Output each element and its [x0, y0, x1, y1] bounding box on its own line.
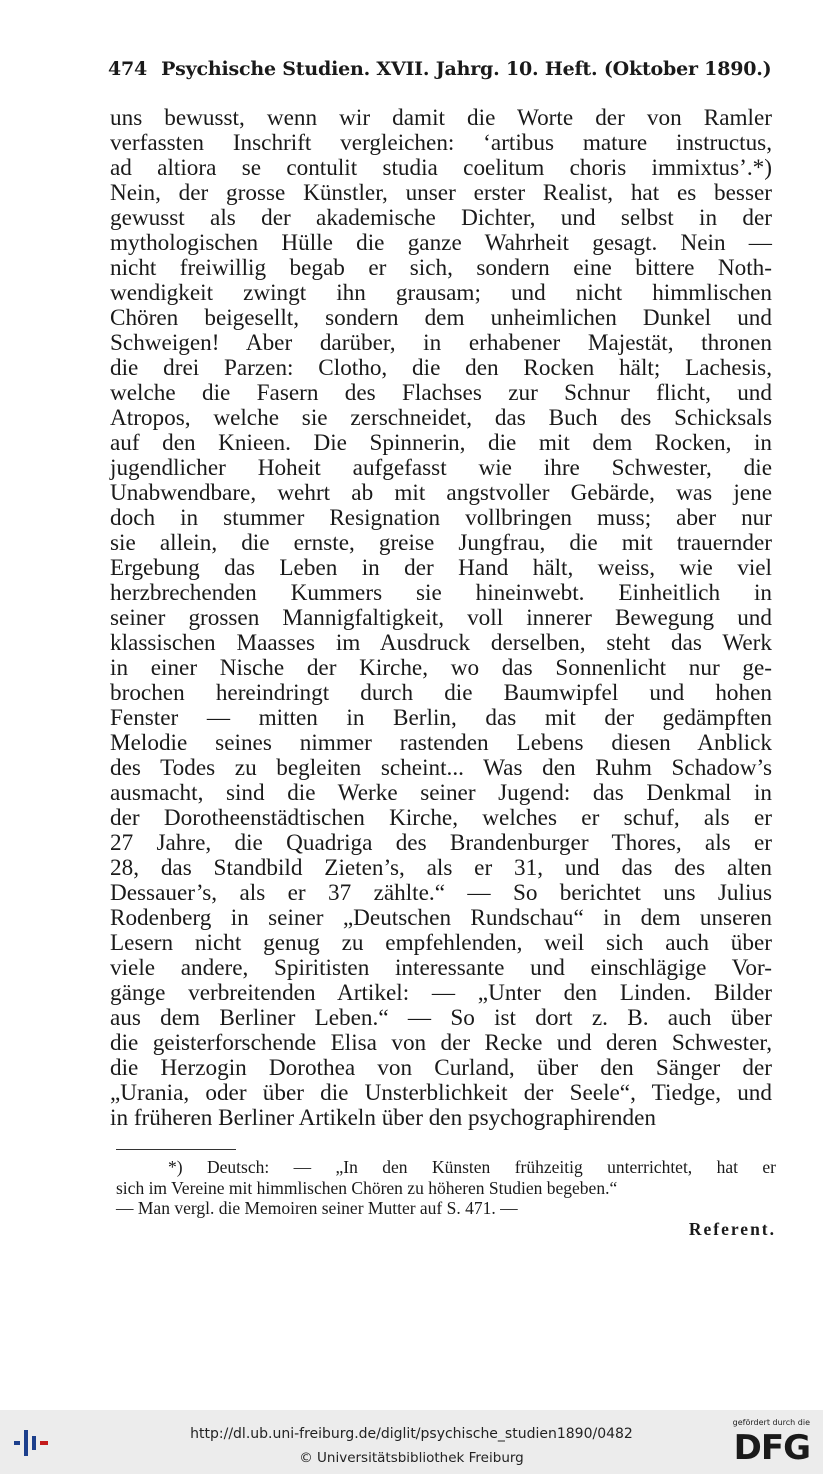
- page-number: 474: [108, 58, 148, 80]
- text-line: Nein, der grosse Künstler, unser erster Realist, hat es besser: [110, 180, 772, 206]
- text-line: Schweigen! Aber darüber, in erhabener Majestät, thronen: [110, 330, 772, 356]
- text-line: mythologischen Hülle die ganze Wahrheit gesagt. Nein —: [110, 230, 772, 256]
- text-line: „Urania, oder über die Unsterblichkeit der Seele“, Tiedge, und: [110, 1080, 772, 1106]
- footnote-line: *) Deutsch: — „In den Künsten frühzeitig unterrichtet, hat er: [168, 1157, 776, 1177]
- text-line: doch in stummer Resignation vollbringen muss; aber nur: [110, 505, 772, 531]
- footnote-line: sich im Vereine mit himmlischen Chören zu höheren Studien begeben.“: [116, 1177, 618, 1198]
- text-line: in einer Nische der Kirche, wo das Sonnenlicht nur ge-: [110, 655, 772, 681]
- viewer-footer: [0, 1410, 823, 1474]
- text-line: klassischen Maasses im Ausdruck derselben, steht das Werk: [110, 630, 772, 656]
- text-line: 27 Jahre, die Quadriga des Brandenburger Thores, als er: [110, 830, 772, 856]
- text-line: in früheren Berliner Artikeln über den psychographirenden: [110, 1105, 657, 1131]
- footnote-signature: Referent.: [688, 1218, 776, 1239]
- text-line: Lesern nicht genug zu empfehlenden, weil sich auch über: [110, 930, 772, 956]
- text-line: ausmacht, sind die Werke seiner Jugend: das Denkmal in: [110, 780, 772, 806]
- footnote-divider: [116, 1149, 236, 1150]
- text-line: auf den Knieen. Die Spinnerin, die mit dem Rocken, in: [110, 430, 772, 456]
- copyright-notice: © Universitätsbibliothek Freiburg: [299, 1450, 524, 1466]
- text-line: welche die Fasern des Flachses zur Schnur flicht, und: [110, 380, 772, 406]
- footnote-line: — Man vergl. die Memoiren seiner Mutter auf S. 471. —: [116, 1198, 518, 1218]
- text-line: verfassten Inschrift vergleichen: ‘artibus mature instructus,: [110, 130, 772, 156]
- text-line: die drei Parzen: Clotho, die den Rocken hält; Lachesis,: [110, 355, 772, 381]
- text-line: gewusst als der akademische Dichter, und selbst in der: [110, 205, 772, 231]
- text-line: aus dem Berliner Leben.“ — So ist dort z. B. auch über: [110, 1005, 772, 1031]
- text-line: viele andere, Spiritisten interessante und einschlägige Vor-: [110, 955, 772, 981]
- text-line: nicht freiwillig begab er sich, sondern eine bittere Noth-: [110, 255, 772, 281]
- text-line: der Dorotheenstädtischen Kirche, welches er schuf, als er: [110, 805, 772, 831]
- text-line: gänge verbreitenden Artikel: — „Unter den Linden. Bilder: [110, 980, 772, 1006]
- text-line: wendigkeit zwingt ihn grausam; und nicht himmlischen: [110, 280, 772, 306]
- text-line: Ergebung das Leben in der Hand hält, weiss, wie viel: [110, 555, 772, 581]
- text-line: 28, das Standbild Zieten’s, als er 31, und das des alten: [110, 855, 772, 881]
- text-line: Rodenberg in seiner „Deutschen Rundschau“ in dem unseren: [110, 905, 772, 931]
- footnote: [116, 1157, 776, 1239]
- text-line: die Herzogin Dorothea von Curland, über den Sänger der: [110, 1055, 772, 1081]
- text-line: seiner grossen Mannigfaltigkeit, voll innerer Bewegung und: [110, 605, 772, 631]
- text-line: Atropos, welche sie zerschneidet, das Buch des Schicksals: [110, 405, 772, 431]
- running-header: [108, 58, 770, 80]
- text-line: Melodie seines nimmer rastenden Lebens diesen Anblick: [110, 730, 772, 756]
- permalink-url[interactable]: http://dl.ub.uni-freiburg.de/diglit/psychische_studien1890/0482: [190, 1426, 633, 1442]
- text-line: Fenster — mitten in Berlin, das mit der gedämpften: [110, 705, 772, 731]
- text-line: jugendlicher Hoheit aufgefasst wie ihre Schwester, die: [110, 455, 772, 481]
- text-line: Unabwendbare, wehrt ab mit angstvoller Gebärde, was jene: [110, 480, 772, 506]
- body-text: [110, 106, 772, 1131]
- dfg-logo-text: DFG: [733, 1428, 810, 1468]
- running-title: Psychische Studien. XVII. Jahrg. 10. Heft. (Oktober 1890.): [161, 58, 772, 80]
- text-line: des Todes zu begleiten scheint... Was den Ruhm Schadow’s: [110, 755, 772, 781]
- dfg-logo: [730, 1418, 810, 1470]
- dfg-funding-text: gefördert durch die: [732, 1418, 810, 1427]
- text-line: brochen hereindringt durch die Baumwipfel und hohen: [110, 680, 772, 706]
- text-line: die geisterforschende Elisa von der Recke und deren Schwester,: [110, 1030, 772, 1056]
- text-line: sie allein, die ernste, greise Jungfrau, die mit trauernder: [110, 530, 772, 556]
- text-line: uns bewusst, wenn wir damit die Worte der von Ramler: [110, 105, 772, 131]
- text-line: herzbrechenden Kummers sie hineinwebt. Einheitlich in: [110, 580, 772, 606]
- text-line: ad altiora se contulit studia coelitum choris immixtus’.*): [110, 155, 772, 181]
- text-line: Chören beigesellt, sondern dem unheimlichen Dunkel und: [110, 305, 772, 331]
- text-line: Dessauer’s, als er 37 zählte.“ — So berichtet uns Julius: [110, 880, 772, 906]
